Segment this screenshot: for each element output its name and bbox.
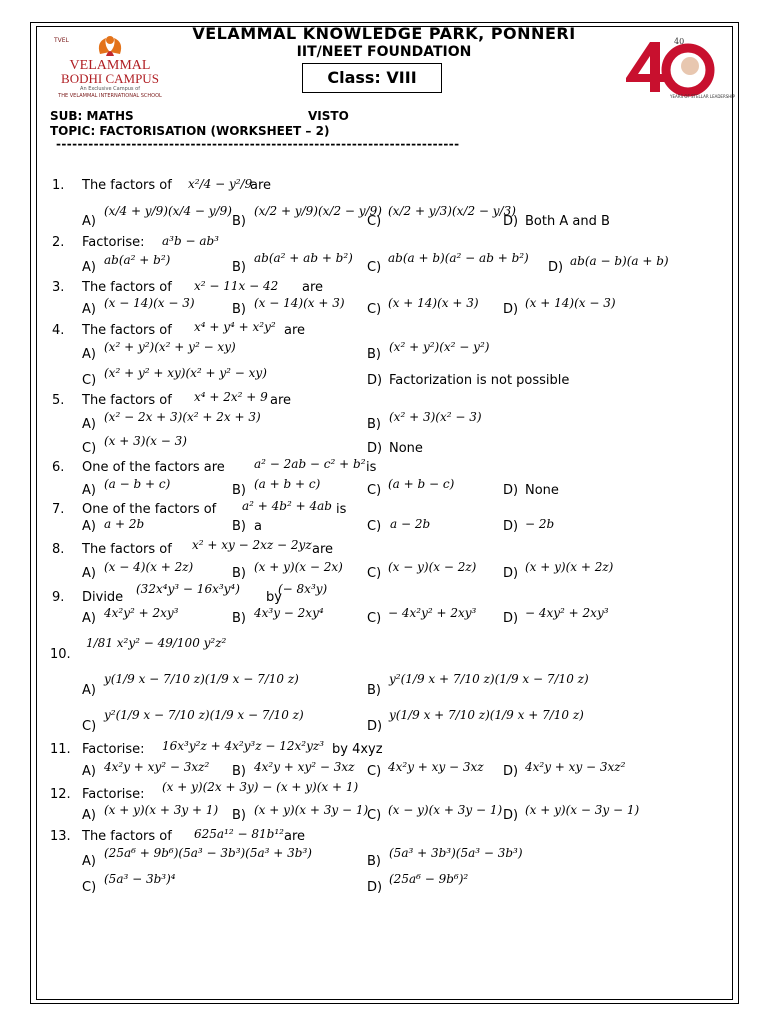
q1-expr: x²/4 − y²/9 — [188, 177, 253, 191]
q13-label-b: B) — [367, 854, 381, 869]
q11-text: Factorise: — [82, 742, 145, 757]
q11-label-b: B) — [232, 764, 246, 779]
q3-label-b: B) — [232, 302, 246, 317]
q5-label-b: B) — [367, 417, 381, 432]
q7-option-d: − 2b — [525, 517, 555, 531]
q1-label-d: D) — [503, 214, 519, 229]
q12-option-d: (x + y)(x − 3y − 1) — [525, 803, 640, 817]
q6-number: 6. — [52, 460, 65, 475]
q9-label-d: D) — [503, 611, 519, 626]
q12-option-a: (x + y)(x + 3y + 1) — [104, 803, 219, 817]
q10-option-d: y(1/9 x + 7/10 z)(1/9 x + 7/10 z) — [389, 708, 584, 722]
q9-option-c: − 4x²y² + 2xy³ — [388, 606, 477, 620]
q2-option-b: ab(a² + ab + b²) — [254, 251, 353, 265]
q8-label-b: B) — [232, 566, 246, 581]
q2-text: Factorise: — [82, 235, 145, 250]
q9-label-c: C) — [367, 611, 382, 626]
svg-text:An Exclusive Campus of: An Exclusive Campus of — [80, 86, 140, 92]
school-name: VELAMMAL KNOWLEDGE PARK, PONNERI — [192, 24, 576, 43]
q10-label-c: C) — [82, 719, 97, 734]
q8-option-c: (x − y)(x − 2z) — [388, 560, 477, 574]
q8-label-a: A) — [82, 566, 96, 581]
q12-option-b: (x + y)(x + 3y − 1) — [254, 803, 369, 817]
q7-expr: a² + 4b² + 4ab — [242, 499, 332, 513]
q13-option-d: (25a⁶ − 9b⁶)² — [389, 872, 469, 886]
q11-option-d: 4x²y + xy − 3xz² — [525, 760, 626, 774]
q4-tail: are — [284, 323, 306, 338]
q5-option-c: (x + 3)(x − 3) — [104, 434, 187, 448]
q3-label-c: C) — [367, 302, 382, 317]
q10-option-a: y(1/9 x − 7/10 z)(1/9 x − 7/10 z) — [104, 672, 299, 686]
q7-text: One of the factors of — [82, 502, 217, 517]
q5-text: The factors of — [82, 393, 172, 408]
q7-option-c: a − 2b — [390, 517, 431, 531]
q13-label-c: C) — [82, 880, 97, 895]
q11-label-d: D) — [503, 764, 519, 779]
q1-number: 1. — [52, 178, 65, 193]
q10-label-d: D) — [367, 719, 383, 734]
svg-text:VELAMMAL: VELAMMAL — [69, 58, 151, 73]
q6-option-c: (a + b − c) — [388, 477, 455, 491]
q13-option-a: (25a⁶ + 9b⁶)(5a³ − 3b³)(5a³ + 3b³) — [104, 846, 312, 860]
q3-expr: x² − 11x − 42 — [194, 279, 279, 293]
q11-tail: by 4xyz — [332, 742, 383, 757]
q8-option-a: (x − 4)(x + 2z) — [104, 560, 194, 574]
q8-option-b: (x + y)(x − 2x) — [254, 560, 343, 574]
q1-text: The factors of — [82, 178, 172, 193]
q12-label-b: B) — [232, 808, 246, 823]
q9-text: Divide — [82, 590, 124, 605]
q11-label-c: C) — [367, 764, 382, 779]
q8-label-c: C) — [367, 566, 382, 581]
q3-option-d: (x + 14)(x − 3) — [525, 296, 616, 310]
q9-option-a: 4x²y² + 2xy³ — [104, 606, 179, 620]
q7-label-a: A) — [82, 519, 96, 534]
q9-number: 9. — [52, 590, 65, 605]
q4-label-c: C) — [82, 373, 97, 388]
q3-tail: are — [302, 280, 324, 295]
q3-label-d: D) — [503, 302, 519, 317]
svg-text:YEARS OF STELLAR LEADERSHIP: YEARS OF STELLAR LEADERSHIP — [670, 94, 735, 99]
q1-tail: are — [250, 178, 272, 193]
q5-option-a: (x² − 2x + 3)(x² + 2x + 3) — [104, 410, 261, 424]
svg-text:TVEL: TVEL — [54, 37, 69, 44]
q10-label-b: B) — [367, 683, 381, 698]
q8-text: The factors of — [82, 542, 172, 557]
svg-text:BODHI CAMPUS: BODHI CAMPUS — [61, 71, 159, 86]
q2-label-c: C) — [367, 260, 382, 275]
q6-label-a: A) — [82, 483, 96, 498]
q10-label-a: A) — [82, 683, 96, 698]
q5-tail: are — [270, 393, 292, 408]
q2-number: 2. — [52, 235, 65, 250]
q5-option-b: (x² + 3)(x² − 3) — [389, 410, 482, 424]
q3-option-c: (x + 14)(x + 3) — [388, 296, 479, 310]
q8-tail: are — [312, 542, 334, 557]
q8-label-d: D) — [503, 566, 519, 581]
q1-label-b: B) — [232, 214, 246, 229]
q2-label-d: D) — [548, 260, 564, 275]
q6-label-c: C) — [367, 483, 382, 498]
q9-option-d: − 4xy² + 2xy³ — [525, 606, 609, 620]
q4-expr: x⁴ + y⁴ + x²y² — [194, 320, 276, 334]
q13-label-a: A) — [82, 854, 96, 869]
q6-label-d: D) — [503, 483, 519, 498]
q5-number: 5. — [52, 393, 65, 408]
q13-tail: are — [284, 829, 306, 844]
q12-expr: (x + y)(2x + 3y) − (x + y)(x + 1) — [162, 780, 359, 794]
q12-label-c: C) — [367, 808, 382, 823]
q4-label-b: B) — [367, 347, 381, 362]
q11-expr: 16x³y²z + 4x²y³z − 12x²yz³ — [162, 739, 325, 753]
q10-option-c: y²(1/9 x − 7/10 z)(1/9 x − 7/10 z) — [104, 708, 304, 722]
q6-tail: is — [366, 460, 377, 475]
q7-tail: is — [336, 502, 347, 517]
svg-text:40: 40 — [674, 37, 685, 46]
q1-label-c: C) — [367, 214, 382, 229]
q13-number: 13. — [50, 829, 71, 844]
q11-option-b: 4x²y + xy² − 3xz — [254, 760, 355, 774]
q5-label-a: A) — [82, 417, 96, 432]
q11-option-a: 4x²y + xy² − 3xz² — [104, 760, 210, 774]
q7-option-b: a — [254, 519, 262, 534]
q6-text: One of the factors are — [82, 460, 225, 475]
q10-number: 10. — [50, 647, 71, 662]
q13-expr: 625a¹² − 81b¹² — [194, 827, 284, 841]
q7-label-c: C) — [367, 519, 382, 534]
q12-number: 12. — [50, 787, 71, 802]
q3-option-a: (x − 14)(x − 3) — [104, 296, 195, 310]
q1-option-d: Both A and B — [525, 214, 610, 229]
q12-option-c: (x − y)(x + 3y − 1) — [388, 803, 503, 817]
q4-option-c: (x² + y² + xy)(x² + y² − xy) — [104, 366, 267, 380]
q8-option-d: (x + y)(x + 2z) — [525, 560, 614, 574]
q6-option-b: (a + b + c) — [254, 477, 321, 491]
q5-label-d: D) — [367, 441, 383, 456]
topic-label: TOPIC: FACTORISATION (WORKSHEET – 2) — [50, 124, 330, 138]
q13-option-b: (5a³ + 3b³)(5a³ − 3b³) — [389, 846, 523, 860]
q4-option-b: (x² + y²)(x² − y²) — [389, 340, 490, 354]
q8-number: 8. — [52, 542, 65, 557]
q8-expr: x² + xy − 2xz − 2yz — [192, 538, 312, 552]
q10-option-b: y²(1/9 x + 7/10 z)(1/9 x − 7/10 z) — [389, 672, 589, 686]
q3-option-b: (x − 14)(x + 3) — [254, 296, 345, 310]
q6-expr: a² − 2ab − c² + b² — [254, 457, 366, 471]
q11-number: 11. — [50, 742, 71, 757]
q7-option-a: a + 2b — [104, 517, 145, 531]
q13-option-c: (5a³ − 3b³)⁴ — [104, 872, 176, 886]
q1-option-b: (x/2 + y/9)(x/2 − y/9) — [254, 204, 382, 218]
q7-label-b: B) — [232, 519, 246, 534]
class-label: Class: VIII — [302, 63, 442, 93]
q4-label-a: A) — [82, 347, 96, 362]
q13-text: The factors of — [82, 829, 172, 844]
q2-option-d: ab(a − b)(a + b) — [570, 254, 669, 268]
q4-number: 4. — [52, 323, 65, 338]
q4-option-d: Factorization is not possible — [389, 373, 570, 388]
q9-label-a: A) — [82, 611, 96, 626]
q1-option-c: (x/2 + y/3)(x/2 − y/3) — [388, 204, 516, 218]
q7-label-d: D) — [503, 519, 519, 534]
q2-label-a: A) — [82, 260, 96, 275]
q9-expr: (32x⁴y³ − 16x³y⁴) — [136, 582, 240, 596]
q11-option-c: 4x²y + xy − 3xz — [388, 760, 484, 774]
svg-text:THE VELAMMAL INTERNATIONAL SCH: THE VELAMMAL INTERNATIONAL SCHOOL — [58, 93, 162, 99]
subject-label: SUB: MATHS — [50, 109, 134, 123]
q9-option-b: 4x³y − 2xy⁴ — [254, 606, 324, 620]
q13-label-d: D) — [367, 880, 383, 895]
q6-option-d: None — [525, 483, 559, 498]
q5-option-d: None — [389, 441, 423, 456]
q9-tail: by — [266, 590, 282, 605]
q6-option-a: (a − b + c) — [104, 477, 171, 491]
q12-label-a: A) — [82, 808, 96, 823]
q6-label-b: B) — [232, 483, 246, 498]
q2-expr: a³b − ab³ — [162, 234, 219, 248]
q1-label-a: A) — [82, 214, 96, 229]
q2-label-b: B) — [232, 260, 246, 275]
visto-label: VISTO — [308, 109, 349, 123]
q4-label-d: D) — [367, 373, 383, 388]
q3-label-a: A) — [82, 302, 96, 317]
q4-option-a: (x² + y²)(x² + y² − xy) — [104, 340, 236, 354]
course-name: IIT/NEET FOUNDATION — [296, 44, 472, 60]
q4-text: The factors of — [82, 323, 172, 338]
q3-text: The factors of — [82, 280, 172, 295]
q5-label-c: C) — [82, 441, 97, 456]
q7-number: 7. — [52, 502, 65, 517]
q9-label-b: B) — [232, 611, 246, 626]
divider-line: --------------------------------------------------------------------------- — [56, 137, 460, 151]
q3-number: 3. — [52, 280, 65, 295]
q9-divisor: (− 8x³y) — [278, 582, 328, 596]
q2-option-a: ab(a² + b²) — [104, 253, 171, 267]
q11-label-a: A) — [82, 764, 96, 779]
q1-option-a: (x/4 + y/9)(x/4 − y/9) — [104, 204, 232, 218]
q2-option-c: ab(a + b)(a² − ab + b²) — [388, 251, 529, 265]
q12-label-d: D) — [503, 808, 519, 823]
q12-text: Factorise: — [82, 787, 145, 802]
q5-expr: x⁴ + 2x² + 9 — [194, 390, 268, 404]
q10-expr: 1/81 x²y² − 49/100 y²z² — [86, 636, 227, 650]
